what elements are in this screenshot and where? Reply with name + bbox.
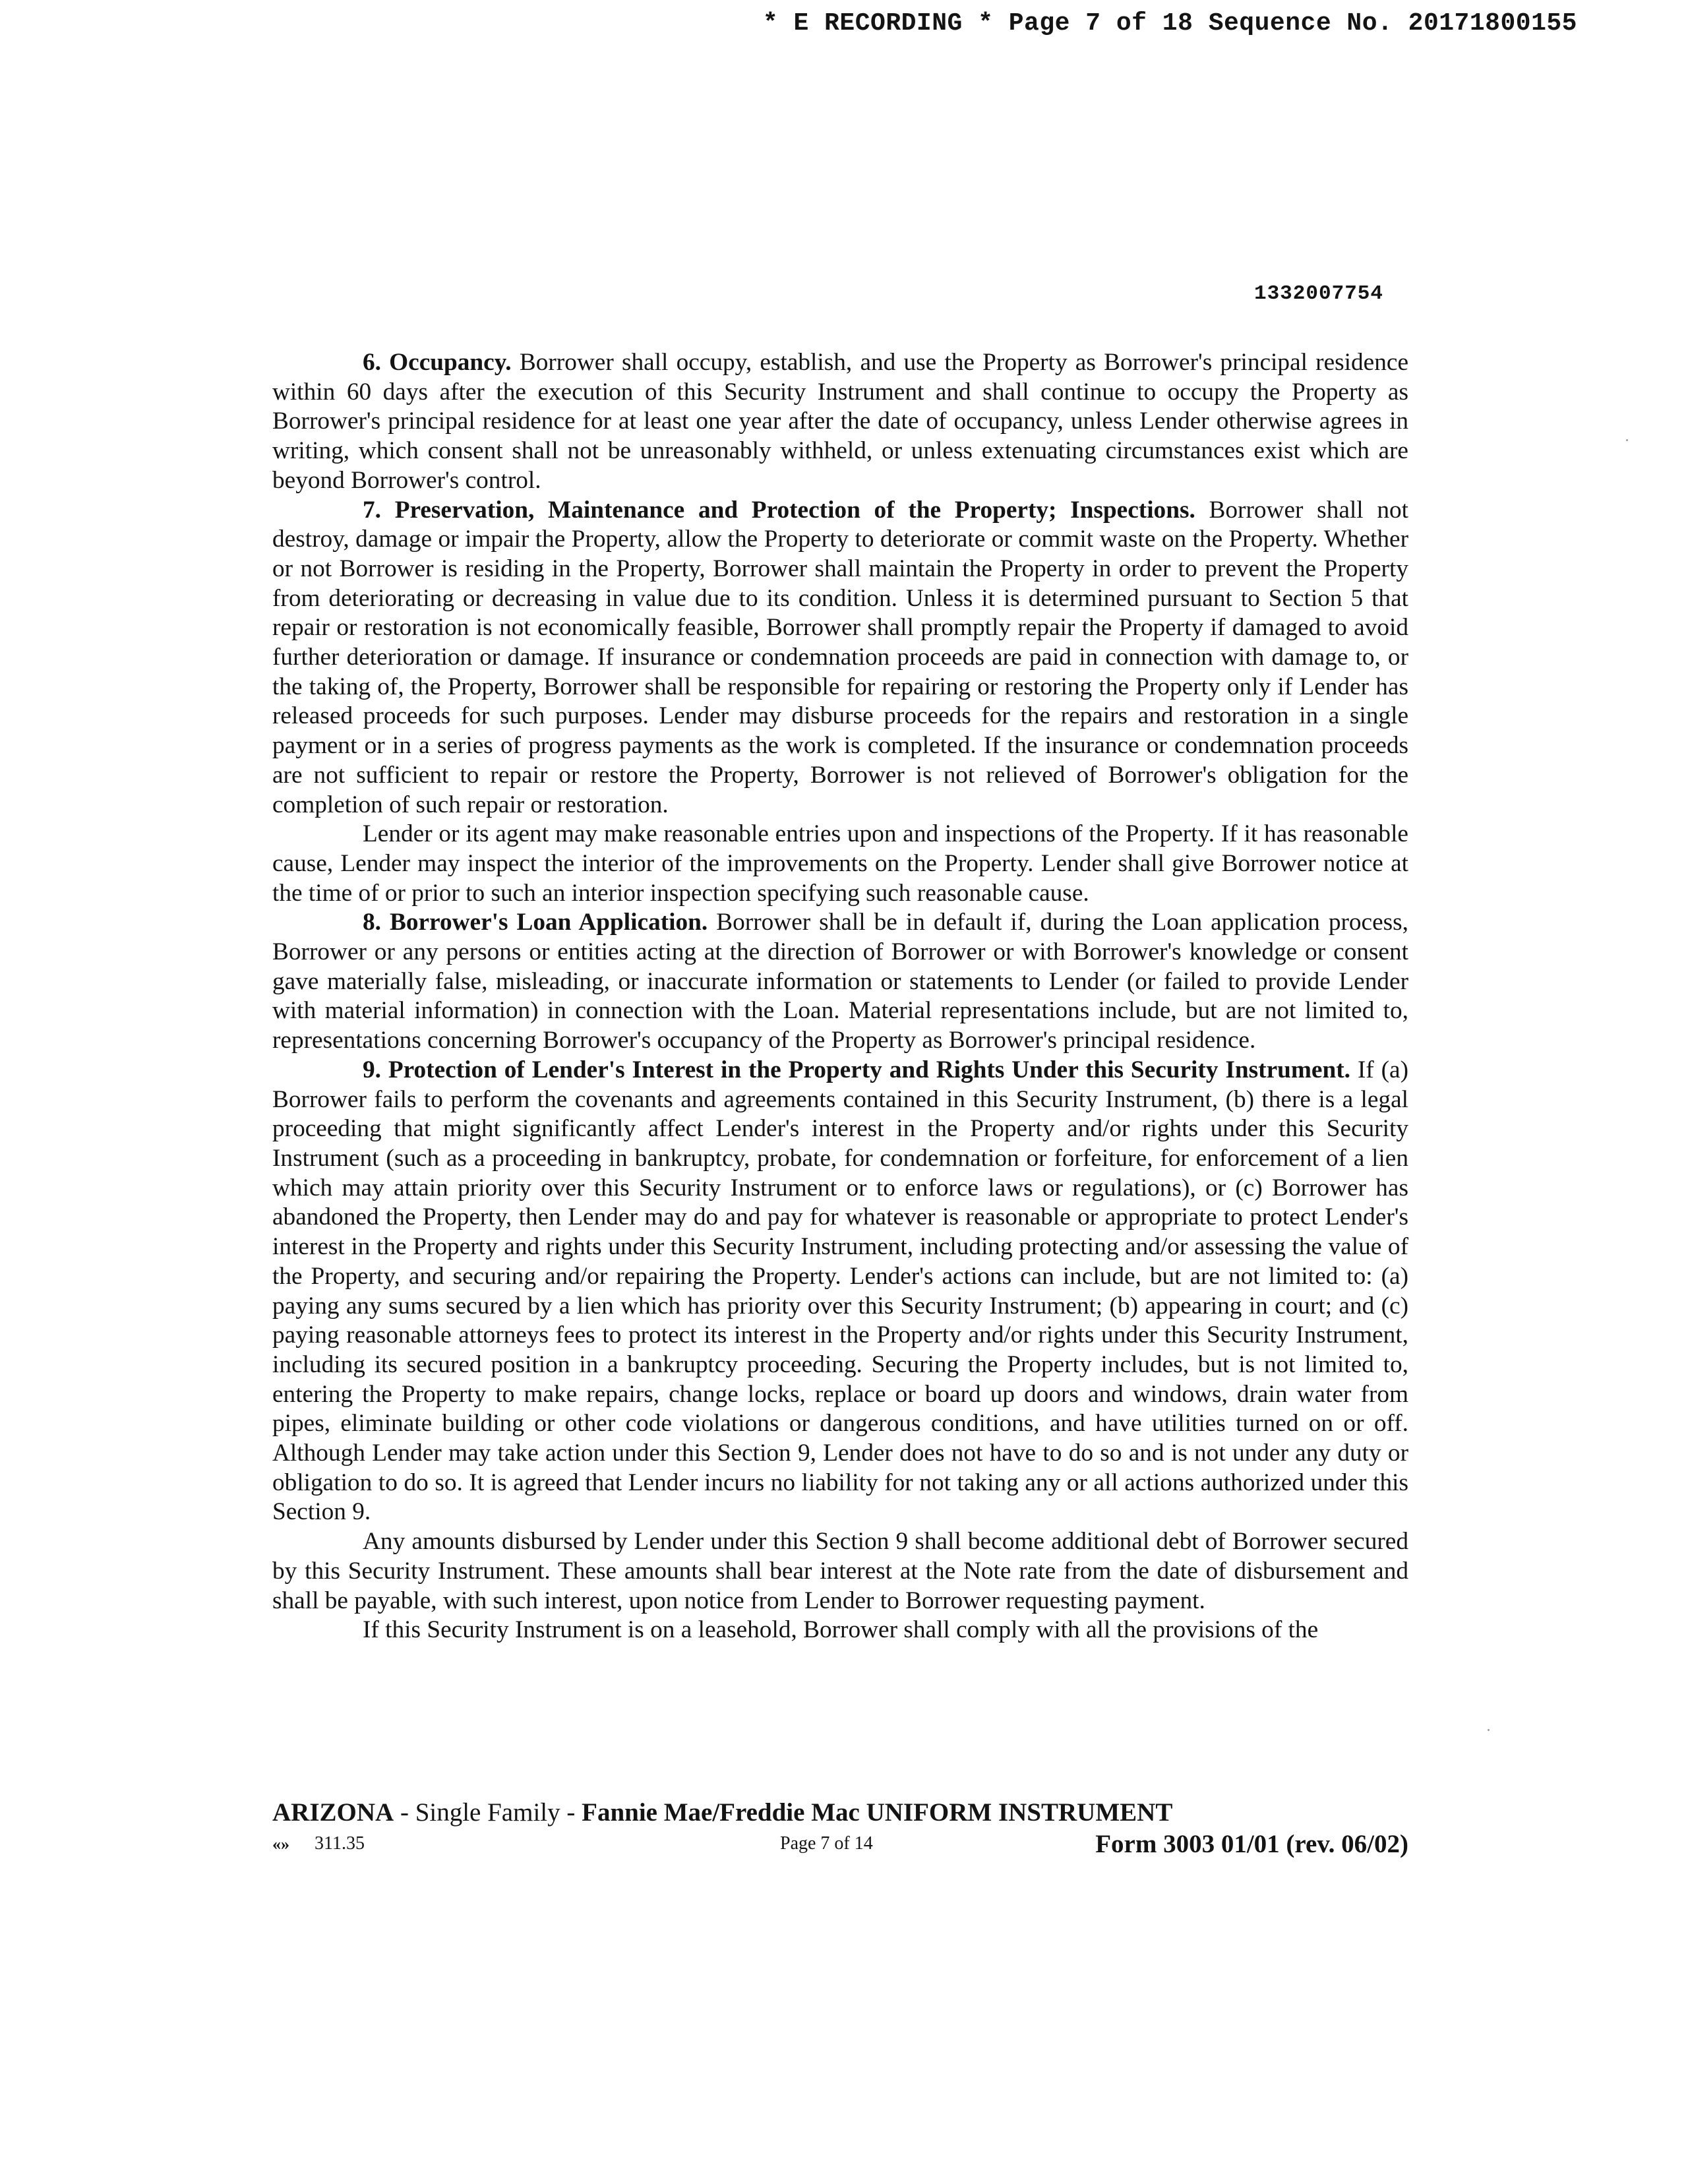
section-text: Lender or its agent may make reasonable entries upon and inspections of the Property. If it has reasonable cause, Lender may inspect the interior of the improvements on the Property. Lender shall give Borrower notice at the time of or prior to such an interior inspection specifying such reasonable cause. bbox=[272, 820, 1408, 907]
scan-speck bbox=[1488, 1729, 1490, 1731]
section-text: If (a) Borrower fails to perform the covenants and agreements contained in this Security Instrument, (b) there is a legal proceeding that might significantly affect Lender's interest in the Property and/or rights under this Security Instrument (such as a proceeding in bankruptcy, probate, for condemnation or forfeiture, for enforcement of a lien which may attain priority over this Security Instrument or to enforce laws or regulations), or (c) Borrower has abandoned the Property, then Lender may do and pay for whatever is reasonable or appropriate to protect Lender's interest in the Property and rights under this Security Instrument, including protecting and/or assessing the value of the Property, and securing and/or repairing the Property. Lender's actions can include, but are not limited to: (a) paying any sums secured by a lien which has priority over this Security Instrument; (b) appearing in court; and (c) paying reasonable attorneys fees to protect its interest in the Property and/or rights under this Security Instrument, including its secured position in a bankruptcy proceeding. Securing the Property includes, but is not limited to, entering the Property to make repairs, change locks, replace or board up doors and windows, drain water from pipes, eliminate building or other code violations or dangerous conditions, and have utilities turned on or off. Although Lender may take action under this Section 9, Lender does not have to do so and is not under any duty or obligation to do so. It is agreed that Lender incurs no liability for not taking any or all actions authorized under this Section 9. bbox=[272, 1056, 1408, 1526]
section-7-preservation bbox=[272, 496, 1408, 820]
document-body bbox=[272, 348, 1408, 1645]
form-number: Form 3003 01/01 (rev. 06/02) bbox=[1095, 1830, 1408, 1858]
footer-instrument: Fannie Mae/Freddie Mac UNIFORM INSTRUMENT bbox=[582, 1798, 1173, 1827]
section-8-loan-application bbox=[272, 908, 1408, 1056]
section-text: Borrower shall occupy, establish, and use the Property as Borrower's principal residence within 60 days after the execution of this Security Instrument and shall continue to occupy the Property as Borrower's principal residence for at least one year after the date of occupancy, unless Lender otherwise agrees in writing, which consent shall not be unreasonably withheld, or unless extenuating circumstances exist which are beyond Borrower's control. bbox=[272, 349, 1408, 494]
form-logo-icon: «» bbox=[272, 1835, 289, 1854]
section-title: 7. Preservation, Maintenance and Protection of the Property; Inspections. bbox=[363, 496, 1195, 524]
form-footer bbox=[272, 1798, 1408, 1860]
footer-instrument-line bbox=[272, 1798, 1408, 1828]
scan-speck bbox=[1626, 439, 1628, 441]
section-9-protection bbox=[272, 1056, 1408, 1527]
section-text: Borrower shall not destroy, damage or impair the Property, allow the Property to deteriorate or commit waste on the Property. Whether or not Borrower is residing in the Property, Borrower shall maintain the Property in order to prevent the Property from deteriorating or decreasing in value due to its condition. Unless it is determined pursuant to Section 5 that repair or restoration is not economically feasible, Borrower shall promptly repair the Property if damaged to avoid further deterioration or damage. If insurance or condemnation proceeds are paid in connection with damage to, or the taking of, the Property, Borrower shall be responsible for repairing or restoring the Property only if Lender has released proceeds for such purposes. Lender may disburse proceeds for the repairs and restoration in a single payment or in a series of progress payments as the work is completed. If the insurance or condemnation proceeds are not sufficient to repair or restore the Property, Borrower is not relieved of Borrower's obligation for the completion of such repair or restoration. bbox=[272, 496, 1409, 818]
section-7-inspections-paragraph bbox=[272, 820, 1408, 908]
footer-separator: - bbox=[394, 1798, 415, 1827]
recording-header: * E RECORDING * Page 7 of 18 Sequence No. 20171800155 bbox=[762, 9, 1577, 38]
footer-family: Single Family bbox=[415, 1798, 560, 1827]
footer-form-line bbox=[272, 1829, 1408, 1860]
section-title: 6. Occupancy. bbox=[363, 349, 512, 376]
footer-separator: - bbox=[560, 1798, 582, 1827]
loan-number: 1332007754 bbox=[1253, 282, 1383, 305]
section-text: Any amounts disbursed by Lender under this Section 9 shall become additional debt of Borrower secured by this Security Instrument. These amounts shall bear interest at the Note rate from the date of disbursement and shall be payable, with such interest, upon notice from Lender to Borrower requesting payment. bbox=[272, 1528, 1408, 1614]
section-title: 9. Protection of Lender's Interest in the Property and Rights Under this Security Instrument. bbox=[363, 1056, 1350, 1083]
page-indicator: Page 7 of 14 bbox=[780, 1833, 873, 1854]
section-6-occupancy bbox=[272, 348, 1408, 496]
section-9-disbursed-amounts-paragraph bbox=[272, 1527, 1408, 1616]
section-9-leasehold-paragraph bbox=[272, 1616, 1408, 1645]
section-text: Borrower shall be in default if, during the Loan application process, Borrower or any persons or entities acting at the direction of Borrower or with Borrower's knowledge or consent gave materially false, misleading, or inaccurate information or statements to Lender (or failed to provide Lender with material information) in connection with the Loan. Material representations include, but are not limited to, representations concerning Borrower's occupancy of the Property as Borrower's principal residence. bbox=[272, 909, 1409, 1054]
form-code: 311.35 bbox=[315, 1833, 365, 1854]
footer-state: ARIZONA bbox=[272, 1798, 394, 1827]
section-text: If this Security Instrument is on a leasehold, Borrower shall comply with all the provisions of the bbox=[363, 1616, 1319, 1644]
section-title: 8. Borrower's Loan Application. bbox=[363, 909, 708, 936]
